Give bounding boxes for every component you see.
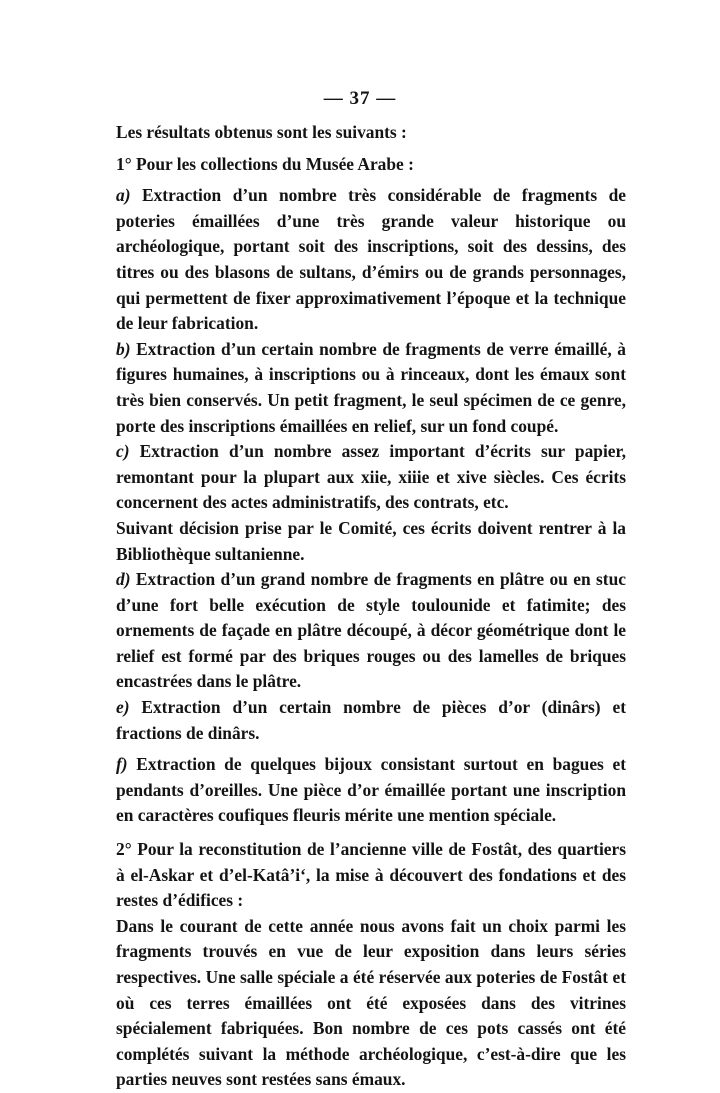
item-d-text: Extraction d’un grand nombre de fragments en plâtre ou en stuc d’une fort belle exécution de style toulounide et fatimite; des ornements de façade en plâtre découpé, à décor géométrique dont le relief est formé par des briques rouges ou des lamelles de briques encastrées dans le plâtre. (116, 569, 626, 692)
body-text (116, 120, 626, 1093)
item-a-letter: a) (116, 185, 131, 206)
item-a (116, 183, 626, 337)
intro-text: Les résultats obtenus sont les suivants : (116, 122, 407, 142)
item-c-letter: c) (116, 441, 130, 462)
section1-heading (116, 152, 626, 178)
decision-paragraph (116, 516, 626, 567)
intro-paragraph (116, 120, 626, 146)
item-e-text: Extraction d’un certain nombre de pièces d’or (dinârs) et fractions de dinârs. (116, 697, 626, 743)
item-d (116, 567, 626, 695)
section2-text: 2° Pour la reconstitution de l’ancienne ville de Fostât, des quartiers à el-Askar et d’el-Katâ’i‘, la mise à découvert des fondations et des restes d’édifices : (116, 839, 626, 911)
item-b-letter: b) (116, 338, 131, 359)
item-c-text: Extraction d’un nombre assez important d’écrits sur papier, remontant pour la plupart aux xiie, xiiie et xive siècles. Ces écrits concernent des actes administratifs, des contrats, etc. (116, 441, 626, 513)
item-b-text: Extraction d’un certain nombre de fragments de verre émaillé, à figures humaines, à inscriptions ou à rinceaux, dont les émaux sont très bien conservés. Un petit fragment, le seul spécimen de ce genre, porte des inscriptions émaillées en relief, sur un fond coupé. (116, 338, 626, 436)
page-number: — 37 — (323, 88, 397, 109)
item-d-letter: d) (116, 569, 131, 590)
section2-paragraph (116, 837, 626, 914)
item-f-letter: f) (116, 754, 128, 775)
closing-paragraph (116, 914, 626, 1093)
item-f (116, 752, 626, 829)
item-e (116, 695, 626, 746)
item-a-text: Extraction d’un nombre très considérable de fragments de poteries émaillées d’une très grande valeur historique ou archéologique, portant soit des inscriptions, soit des dessins, des titres ou des blasons de sultans, d’émirs ou de grands personnages, qui permettent de fixer approximativement l’époque et la technique de leur fabrication. (116, 185, 626, 334)
item-b (116, 337, 626, 439)
closing-text: Dans le courant de cette année nous avons fait un choix parmi les fragments trouvés en vue de leur exposition dans leurs séries respectives. Une salle spéciale a été réservée aux poteries de Fostât et où ces terres émaillées ont été exposées dans des vitrines spécialement fabriquées. Bon nombre de ces pots cassés ont été complétés suivant la méthode archéologique, c’est-à-dire que les parties neuves sont restées sans émaux. (116, 915, 626, 1090)
decision-text: Suivant décision prise par le Comité, ces écrits doivent rentrer à la Bibliothèque sultanienne. (116, 517, 626, 564)
section1-heading-text: 1° Pour les collections du Musée Arabe : (116, 153, 414, 174)
item-e-letter: e) (116, 697, 130, 718)
item-f-text: Extraction de quelques bijoux consistant surtout en bagues et pendants d’oreilles. Une pièce d’or émaillée portant une inscription en caractères coufiques fleuris mérite une mention spéciale. (116, 754, 626, 826)
item-c (116, 439, 626, 516)
